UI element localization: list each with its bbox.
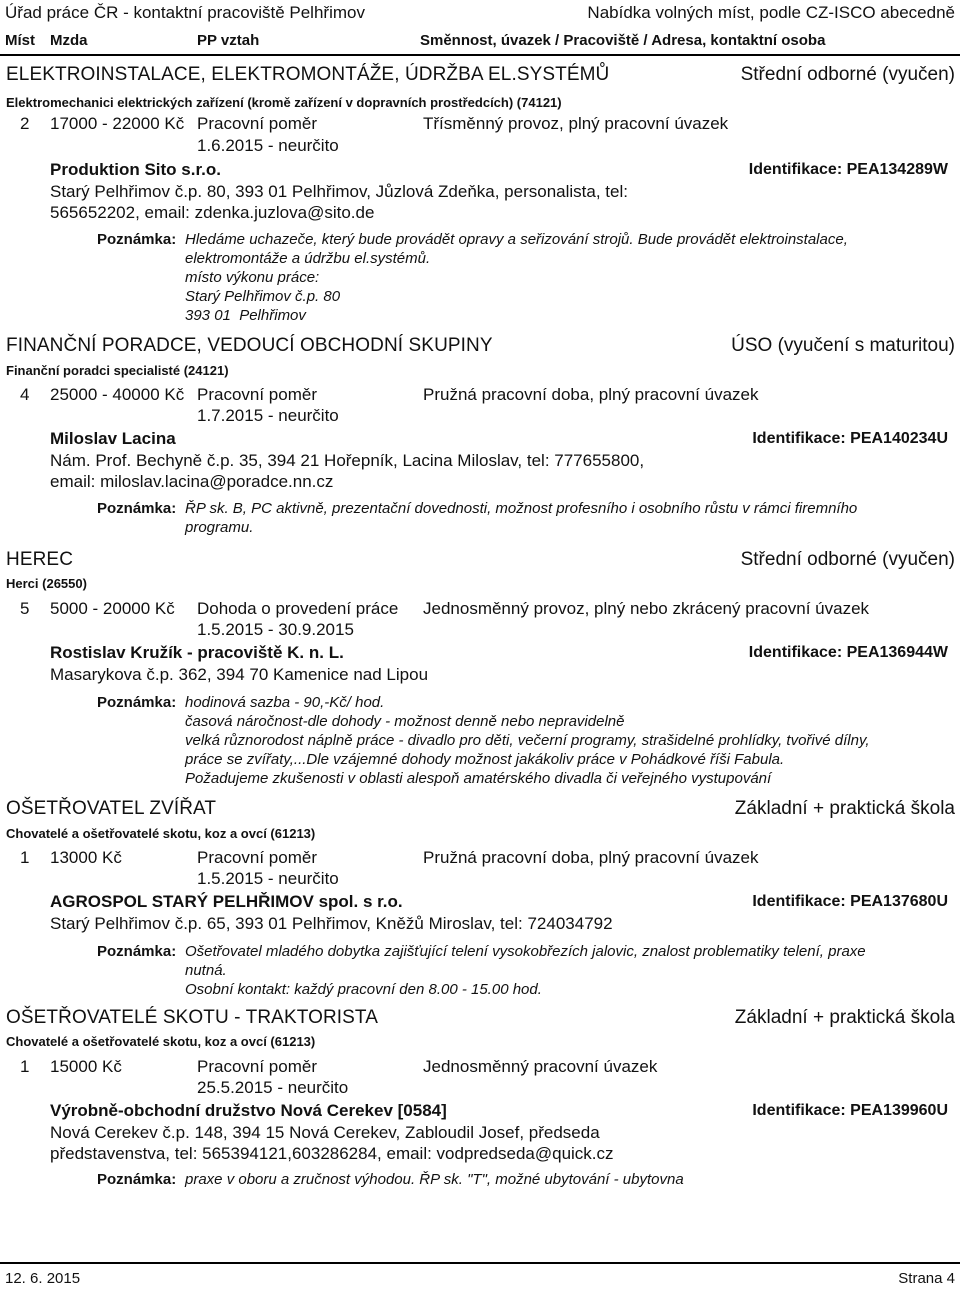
note-line: Starý Pelhřimov č.p. 80 [185, 288, 341, 305]
col-mzda: Mzda [50, 32, 88, 49]
shift-type: Pružná pracovní doba, plný pracovní úvazek [423, 848, 759, 867]
period: 1.7.2015 - neurčito [197, 406, 339, 425]
education-level: ÚSO (vyučení s maturitou) [731, 335, 955, 356]
note-line: praxe v oboru a zručnost výhodou. ŘP sk. "T", možné ubytování - ubytovna [185, 1171, 684, 1188]
job-title: HEREC [6, 549, 74, 570]
job-id: Identifikace: PEA134289W [748, 161, 948, 178]
note-line: elektromontáže a údržbu el.systémů. [185, 250, 431, 267]
vacancy-count: 5 [20, 599, 30, 618]
note-label: Poznámka: [97, 500, 177, 517]
job-category: Chovatelé a ošetřovatelé skotu, koz a ovcí (61213) [6, 826, 316, 841]
address-line: Nová Cerekev č.p. 148, 394 15 Nová Cerekev, Zabloudil Josef, předseda [50, 1123, 600, 1142]
job-id: Identifikace: PEA140234U [752, 430, 948, 447]
note-line: Osobní kontakt: každý pracovní den 8.00 - 15.00 hod. [185, 981, 542, 998]
contract-type: Pracovní poměr [197, 114, 317, 133]
note-line: časová náročnost-dle dohody - možnost denně nebo nepravidelně [185, 713, 625, 730]
period: 25.5.2015 - neurčito [197, 1078, 349, 1097]
footer-divider [0, 1262, 960, 1264]
note-line: programu. [185, 519, 254, 536]
education-level: Základní + praktická škola [734, 798, 955, 819]
note-label: Poznámka: [97, 231, 177, 248]
period: 1.6.2015 - neurčito [197, 136, 339, 155]
note-line: práce se zvířaty,...Dle vzájemné dohody možnost jakákoliv práce v Pohádkové říši Fabula. [185, 751, 785, 768]
job-category: Herci (26550) [6, 576, 87, 591]
note-line: Ošetřovatel mladého dobytka zajišťující telení vysokobřezích jalovic, znalost problematiky telení, praxe [185, 943, 866, 960]
job-title: OŠETŘOVATEL ZVÍŘAT [6, 798, 217, 819]
address-line: představenstva, tel: 565394121,603286284, email: vodpredseda@quick.cz [50, 1144, 614, 1163]
job-note [97, 230, 920, 325]
vacancy-count: 2 [20, 114, 30, 133]
education-level: Střední odborné (vyučen) [740, 549, 955, 570]
address [50, 664, 428, 685]
period: 1.5.2015 - neurčito [197, 869, 339, 888]
education-level: Střední odborné (vyučen) [740, 64, 955, 85]
job-note [97, 499, 920, 537]
address-line: Starý Pelhřimov č.p. 65, 393 01 Pelhřimov, Kněžů Miroslav, tel: 724034792 [50, 914, 613, 933]
vacancy-count: 4 [20, 385, 30, 404]
note-line: Hledáme uchazeče, který bude provádět opravy a seřizování strojů. Bude provádět elektroinstalace, [185, 231, 848, 248]
vacancy-count: 1 [20, 848, 30, 867]
shift-type: Třísměnný provoz, plný pracovní úvazek [423, 114, 729, 133]
job-id: Identifikace: PEA137680U [752, 893, 948, 910]
job-title: OŠETŘOVATELÉ SKOTU - TRAKTORISTA [6, 1007, 379, 1028]
col-pp: PP vztah [197, 32, 260, 49]
note-line: Požadujeme zkušenosti v oblasti alespoň amatérského divadla či veřejného vystupování [185, 770, 772, 787]
address-line: Starý Pelhřimov č.p. 80, 393 01 Pelhřimov, Jůzlová Zdeňka, personalista, tel: [50, 182, 628, 201]
note-label: Poznámka: [97, 694, 177, 711]
list-title: Nabídka volných míst, podle CZ-ISCO abecedně [587, 3, 955, 22]
shift-type: Pružná pracovní doba, plný pracovní úvazek [423, 385, 759, 404]
job-category: Elektromechanici elektrických zařízení (kromě zařízení v dopravních prostředcích) (74121) [6, 95, 562, 110]
period: 1.5.2015 - 30.9.2015 [197, 620, 354, 639]
contract-type: Pracovní poměr [197, 385, 317, 404]
wage: 17000 - 22000 Kč [50, 114, 185, 133]
shift-type: Jednosměnný pracovní úvazek [423, 1057, 658, 1076]
company-name: Miloslav Lacina [50, 429, 176, 448]
wage: 13000 Kč [50, 848, 122, 867]
address [50, 913, 613, 934]
note-label: Poznámka: [97, 1171, 177, 1188]
job-id: Identifikace: PEA139960U [752, 1102, 948, 1119]
job-title: FINANČNÍ PORADCE, VEDOUCÍ OBCHODNÍ SKUPINY [6, 335, 493, 356]
address [50, 181, 628, 223]
page-number: Strana 4 [898, 1270, 955, 1287]
address-line: email: miloslav.lacina@poradce.nn.cz [50, 472, 334, 491]
education-level: Základní + praktická škola [734, 1007, 955, 1028]
note-line: místo výkonu práce: [185, 269, 320, 286]
job-category: Chovatelé a ošetřovatelé skotu, koz a ovcí (61213) [6, 1034, 316, 1049]
header-divider [0, 54, 960, 56]
note-line: hodinová sazba - 90,-Kč/ hod. [185, 694, 385, 711]
company-name: AGROSPOL STARÝ PELHŘIMOV spol. s r.o. [50, 892, 403, 911]
contract-type: Pracovní poměr [197, 848, 317, 867]
address [50, 450, 644, 492]
job-category: Finanční poradci specialisté (24121) [6, 363, 229, 378]
col-mist: Míst [5, 32, 35, 49]
company-name: Produktion Sito s.r.o. [50, 160, 221, 179]
col-smennost: Směnnost, úvazek / Pracoviště / Adresa, kontaktní osoba [420, 32, 826, 49]
note-label: Poznámka: [97, 943, 177, 960]
page-header [0, 0, 960, 56]
job-id: Identifikace: PEA136944W [748, 644, 948, 661]
note-line: ŘP sk. B, PC aktivně, prezentační dovednosti, možnost profesního i osobního růstu v rámci firemního [185, 500, 858, 517]
note-line: nutná. [185, 962, 227, 979]
job-note [97, 1170, 920, 1189]
wage: 25000 - 40000 Kč [50, 385, 185, 404]
note-line: 393 01 Pelhřimov [185, 307, 306, 324]
office-title: Úřad práce ČR - kontaktní pracoviště Pelhřimov [5, 3, 365, 22]
company-name: Výrobně-obchodní družstvo Nová Cerekev [0584] [50, 1101, 447, 1120]
address-line: 565652202, email: zdenka.juzlova@sito.de [50, 203, 375, 222]
contract-type: Dohoda o provedení práce [197, 599, 399, 618]
print-date: 12. 6. 2015 [5, 1270, 81, 1287]
address-line: Masarykova č.p. 362, 394 70 Kamenice nad Lipou [50, 665, 429, 684]
address [50, 1122, 614, 1164]
job-title: ELEKTROINSTALACE, ELEKTROMONTÁŽE, ÚDRŽBA EL.SYSTÉMŮ [6, 64, 610, 85]
shift-type: Jednosměnný provoz, plný nebo zkrácený pracovní úvazek [423, 599, 870, 618]
wage: 5000 - 20000 Kč [50, 599, 175, 618]
address-line: Nám. Prof. Bechyně č.p. 35, 394 21 Hořepník, Lacina Miloslav, tel: 777655800, [50, 451, 645, 470]
company-name: Rostislav Kružík - pracoviště K. n. L. [50, 643, 344, 662]
wage: 15000 Kč [50, 1057, 122, 1076]
vacancy-count: 1 [20, 1057, 30, 1076]
job-note [97, 693, 920, 788]
job-note [97, 942, 920, 999]
contract-type: Pracovní poměr [197, 1057, 317, 1076]
note-line: velká různorodost náplně práce - divadlo pro děti, večerní programy, strašidelné prohlídky, tvořivé dílny, [185, 732, 870, 749]
